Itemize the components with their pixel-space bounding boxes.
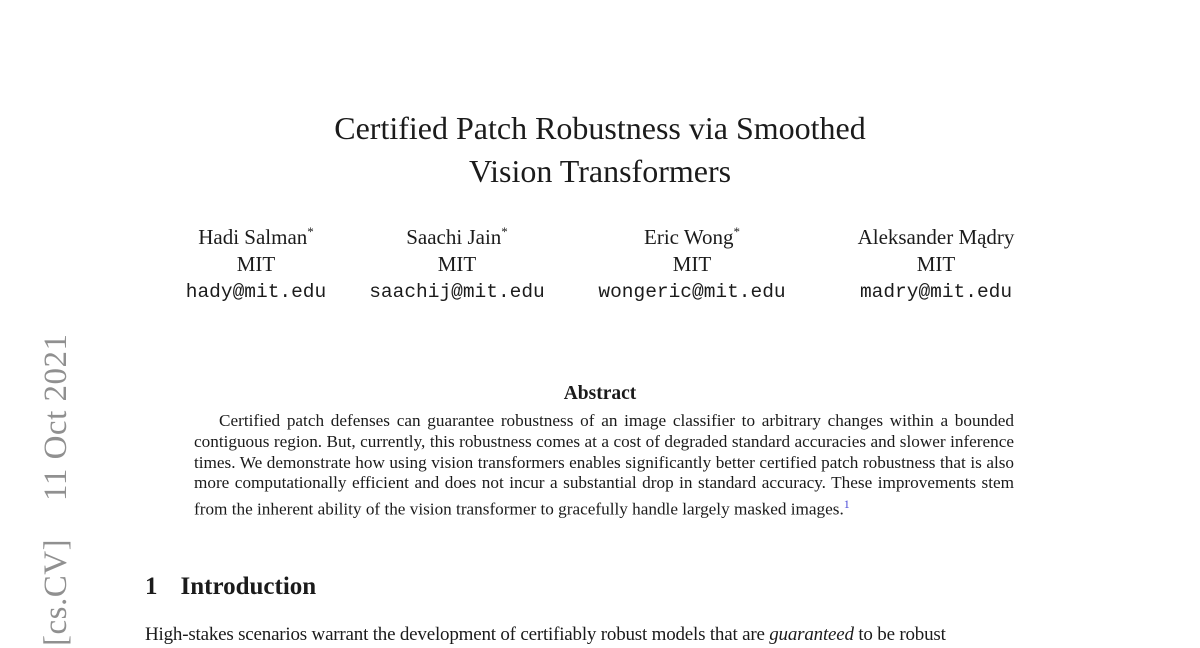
author-affiliation: MIT <box>672 252 712 276</box>
author-block-4 <box>858 218 1015 307</box>
paper-title <box>0 107 1200 193</box>
author-email: saachij@mit.edu <box>369 281 545 303</box>
author-block-3 <box>598 218 785 307</box>
author-name: Eric Wong* <box>643 224 740 249</box>
author-email: madry@mit.edu <box>859 281 1013 303</box>
author-name: Hadi Salman* <box>198 224 314 249</box>
footnote-link-1[interactable]: 1 <box>843 497 850 512</box>
abstract-text: Certified patch defenses can guarantee robustness of an image classifier to arbitrary changes within a bounded contiguous region. But, currently, this robustness comes at a cost of degraded standard accuracies and slower inference times. We demonstrate how using vision transformers enables significantly better certified patch robustness that is also more computationally efficient and does not incur a substantial drop in standard accuracy. These improvements stem from the inherent ability of the vision transformer to gracefully handle largely masked images.$^1$ <box>194 411 1014 519</box>
abstract-heading: Abstract <box>563 383 637 404</box>
arxiv-category: [cs.CV] <box>38 538 74 646</box>
author-footnote-marker: * <box>307 224 314 239</box>
paper-title-line-1: Certified Patch Robustness via Smoothed <box>334 110 866 146</box>
author-block-1 <box>186 218 326 307</box>
author-name: Aleksander Mądry <box>857 225 1015 249</box>
author-footnote-marker: * <box>733 224 740 239</box>
section-heading-introduction <box>145 573 316 601</box>
emphasized-word: guaranteed <box>769 624 854 645</box>
intro-paragraph: High-stakes scenarios warrant the development of certifiably robust models that are guaranteed to be robust <box>145 624 946 645</box>
author-email: hady@mit.edu <box>185 281 327 303</box>
author-footnote-marker: * <box>501 224 508 239</box>
paper-title-line-2: Vision Transformers <box>468 153 732 189</box>
section-title: Introduction <box>180 573 317 600</box>
section-number: 1 <box>145 573 158 600</box>
author-affiliation: MIT <box>916 252 956 276</box>
author-block-2 <box>369 218 545 307</box>
arxiv-date: 11 Oct 2021 <box>38 333 74 501</box>
author-affiliation: MIT <box>437 252 477 276</box>
arxiv-watermark <box>38 334 75 647</box>
author-affiliation: MIT <box>236 252 276 276</box>
author-name: Saachi Jain* <box>406 224 508 249</box>
author-email: wongeric@mit.edu <box>598 281 786 303</box>
